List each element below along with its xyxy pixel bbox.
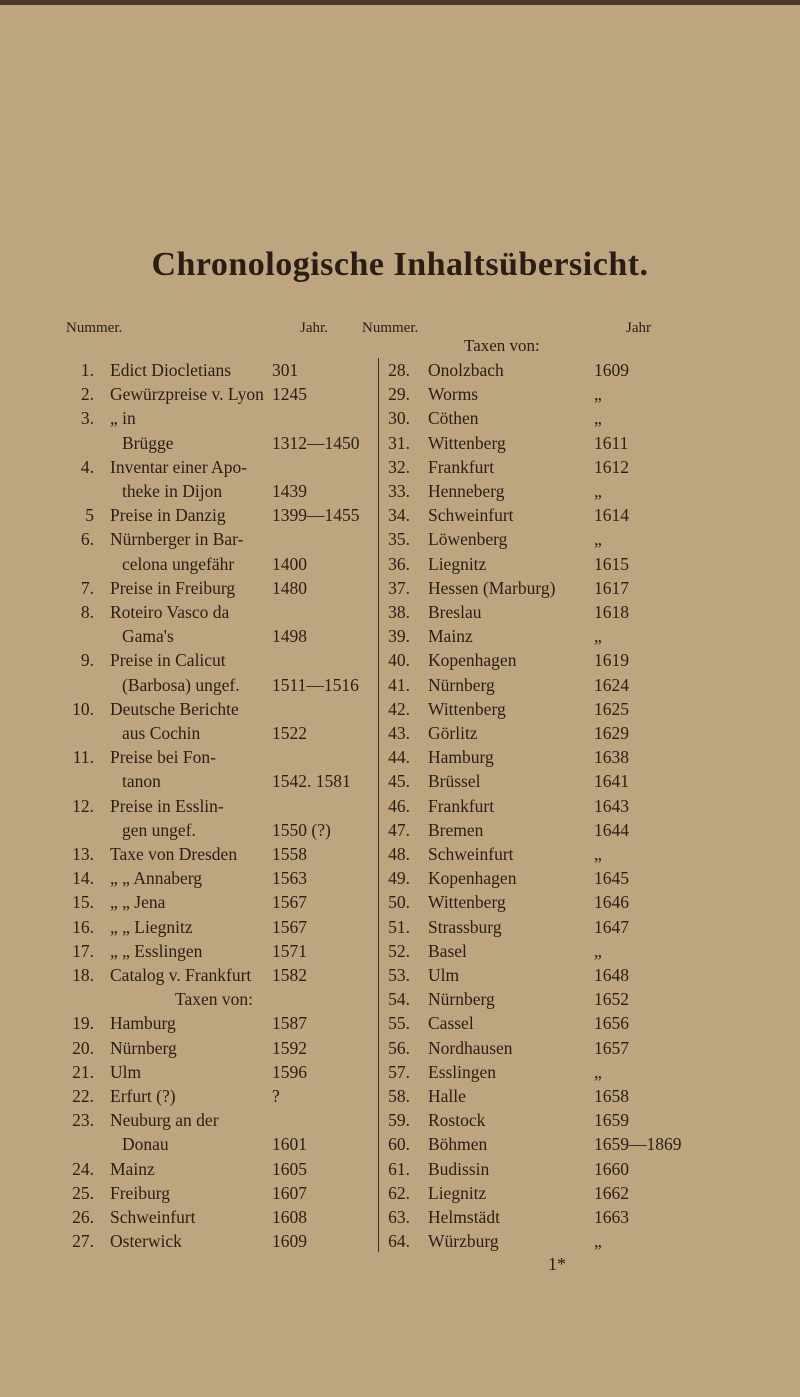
list-item (0, 1036, 800, 1060)
entry-title: Nürnberg (428, 674, 495, 695)
entry-year: „ (594, 844, 602, 864)
entry-title: Görlitz (428, 723, 478, 743)
entry-number: 18. (72, 965, 94, 985)
entry-number: 63. (388, 1207, 410, 1227)
entry-title: Gama's (122, 626, 174, 647)
entry-year: 1312—1450 (272, 432, 360, 453)
entry-number: 62. (388, 1182, 410, 1203)
entry-number: 12. (72, 795, 94, 816)
entry-title: aus Cochin (122, 723, 201, 743)
entry-title: (Barbosa) ungef. (122, 674, 240, 695)
entry-title: Budissin (428, 1158, 490, 1179)
entry-title: Osterwick (110, 1231, 182, 1252)
entry-title: Wittenberg (428, 698, 506, 719)
entry-year: 1611 (594, 432, 629, 453)
list-item (0, 431, 800, 455)
list-item (0, 697, 800, 721)
entry-year: „ (594, 481, 602, 501)
list-item (0, 1108, 800, 1132)
entry-number: 30. (388, 408, 410, 429)
entry-year: 1550 (?) (272, 819, 331, 840)
entry-title: Bremen (428, 819, 484, 840)
entry-year: 1609 (272, 1231, 307, 1252)
entry-title: Löwenberg (428, 529, 508, 550)
list-item (0, 1132, 800, 1156)
entry-number: 35. (388, 529, 410, 550)
list-item (0, 1229, 800, 1253)
list-item (0, 963, 800, 987)
entry-number: 9. (80, 650, 94, 671)
entry-number: 26. (72, 1207, 94, 1227)
header-left-number: Nummer. (66, 320, 123, 336)
entry-number: 37. (388, 577, 410, 598)
entry-title: Halle (428, 1086, 466, 1106)
entry-title: Liegnitz (428, 553, 487, 574)
entry-year: 1605 (272, 1158, 307, 1179)
entry-year: 1646 (594, 892, 629, 913)
entry-year: 1658 (594, 1086, 629, 1106)
page-folio: 1* (548, 1254, 566, 1274)
entry-number: 15. (72, 892, 94, 913)
entry-title: „ „ Annaberg (110, 868, 203, 889)
entry-year: 1245 (272, 384, 307, 405)
entry-year: 1625 (594, 698, 629, 719)
entry-number: 32. (388, 456, 410, 477)
entry-year: 1619 (594, 650, 629, 671)
entry-number: 21. (72, 1061, 94, 1082)
entry-number: 1. (80, 360, 94, 380)
entry-year: ? (272, 1086, 280, 1106)
entry-title: Taxe von Dresden (110, 844, 238, 864)
list-item (0, 1084, 800, 1108)
entry-number: 46. (388, 795, 410, 816)
entry-title: Preise in Esslin- (110, 795, 224, 816)
header-right-number: Nummer. (362, 320, 419, 336)
entry-year: 1587 (272, 1013, 307, 1034)
entry-number: 61. (388, 1158, 410, 1179)
entry-year: 1522 (272, 723, 307, 743)
list-item (0, 794, 800, 818)
list-item (0, 479, 800, 503)
entry-title: Breslau (428, 602, 482, 622)
entry-number: 8. (80, 602, 94, 622)
entry-number: 24. (72, 1158, 94, 1179)
list-item (0, 1060, 800, 1084)
list-item (0, 818, 800, 842)
entry-year: 1659 (594, 1110, 629, 1131)
list-item (0, 600, 800, 624)
header-left-year: Jahr. (300, 320, 328, 336)
entry-year: 1498 (272, 626, 307, 647)
list-item (0, 1157, 800, 1181)
entry-number: 25. (72, 1182, 94, 1203)
entry-title: Taxen von: (175, 989, 253, 1010)
entry-title: Nürnberg (110, 1037, 177, 1058)
entry-title: Donau (122, 1134, 169, 1155)
list-item (0, 866, 800, 890)
entry-year: 1647 (594, 916, 629, 937)
entry-number: 57. (388, 1061, 410, 1082)
entry-year: „ (594, 1231, 602, 1252)
entry-number: 23. (72, 1110, 94, 1131)
entry-title: Mainz (110, 1158, 155, 1179)
list-item (0, 915, 800, 939)
entry-title: Basel (428, 940, 467, 961)
list-item (0, 987, 800, 1011)
entry-number: 6. (80, 529, 94, 550)
entry-year: 1659—1869 (594, 1134, 682, 1155)
entry-title: Deutsche Berichte (110, 698, 239, 719)
entry-title: Helmstädt (428, 1207, 500, 1227)
entry-title: Freiburg (110, 1182, 170, 1203)
list-item (0, 1205, 800, 1229)
entry-title: Nürnberger in Bar- (110, 529, 244, 550)
list-item (0, 1181, 800, 1205)
entry-number: 64. (388, 1231, 410, 1252)
entry-year: 1644 (594, 819, 629, 840)
entry-year: 1615 (594, 553, 629, 574)
entry-title: Roteiro Vasco da (110, 602, 230, 622)
entry-title: Kopenhagen (428, 868, 517, 889)
entry-title: Neuburg an der (110, 1110, 219, 1131)
page-title: Chronologische Inhaltsübersicht. (151, 246, 649, 283)
entry-year: 1652 (594, 989, 629, 1010)
entry-year: 1567 (272, 916, 307, 937)
entry-year: 1582 (272, 965, 307, 985)
entry-number: 16. (72, 916, 94, 937)
entry-year: 1399—1455 (272, 505, 360, 526)
entry-number: 45. (388, 771, 410, 792)
entry-year: 1617 (594, 577, 629, 598)
entry-title: Erfurt (?) (110, 1086, 176, 1106)
entry-title: Frankfurt (428, 795, 495, 816)
entry-number: 44. (388, 747, 410, 768)
entry-number: 31. (388, 432, 410, 453)
entry-title: „ „ Liegnitz (110, 916, 193, 937)
entry-number: 40. (388, 650, 410, 671)
entry-year: 1563 (272, 868, 307, 889)
entry-title: Mainz (428, 626, 473, 647)
list-item (0, 673, 800, 697)
list-item (0, 842, 800, 866)
entry-year: 1657 (594, 1037, 629, 1058)
list-item (0, 552, 800, 576)
entry-title: Esslingen (428, 1061, 497, 1082)
entry-year: 1571 (272, 940, 307, 961)
entry-number: 11. (72, 747, 94, 768)
list-item (0, 455, 800, 479)
entry-year: 1618 (594, 602, 629, 622)
list-item (0, 382, 800, 406)
entry-number: 10. (72, 698, 94, 719)
entry-number: 39. (388, 626, 410, 647)
entry-year: 1601 (272, 1134, 307, 1155)
entry-year: 1558 (272, 844, 307, 864)
entry-year: „ (594, 626, 602, 647)
entry-title: Würzburg (428, 1231, 499, 1252)
entry-title: Nürnberg (428, 989, 495, 1010)
entry-number: 43. (388, 723, 410, 743)
entry-number: 48. (388, 844, 410, 864)
entry-title: Schweinfurt (110, 1207, 196, 1227)
entry-year: 1641 (594, 771, 629, 792)
entry-year: 1660 (594, 1158, 629, 1179)
entry-number: 34. (388, 505, 410, 526)
entry-number: 27. (72, 1231, 94, 1252)
entry-year: 1607 (272, 1182, 307, 1203)
entry-number: 14. (72, 868, 94, 889)
entry-year: 1663 (594, 1207, 629, 1227)
entry-number: 22. (72, 1086, 94, 1106)
entry-title: Wittenberg (428, 892, 506, 913)
entry-title: Inventar einer Apo- (110, 456, 248, 477)
entry-title: Strassburg (428, 916, 502, 937)
entry-year: 1624 (594, 674, 629, 695)
entry-title: Edict Diocletians (110, 360, 232, 380)
list-item (0, 721, 800, 745)
entry-number: 20. (72, 1037, 94, 1058)
entry-number: 58. (388, 1086, 410, 1106)
entry-title: Gewürzpreise v. Lyon (110, 384, 264, 405)
entry-year: „ (594, 408, 602, 429)
list-item (0, 576, 800, 600)
entry-number: 56. (388, 1037, 410, 1058)
entry-year: „ (594, 384, 602, 405)
entry-year: 301 (272, 360, 299, 380)
entry-title: „ „ Esslingen (110, 940, 203, 961)
header-right-subtitle: Taxen von: (464, 336, 540, 355)
entry-number: 5 (85, 505, 94, 526)
entry-number: 2. (80, 384, 94, 405)
entry-title: Ulm (110, 1061, 142, 1082)
entry-year: 1648 (594, 965, 629, 985)
list-item (0, 358, 800, 382)
list-item (0, 406, 800, 430)
entry-title: „ in (110, 408, 136, 429)
entry-title: Frankfurt (428, 456, 495, 477)
entry-year: 1439 (272, 481, 307, 501)
entry-number: 50. (388, 892, 410, 913)
list-item (0, 1011, 800, 1035)
entry-year: 1656 (594, 1013, 629, 1034)
entry-title: tanon (122, 771, 161, 792)
entry-year: 1643 (594, 795, 629, 816)
header-right-year: Jahr (626, 320, 651, 336)
entry-year: 1542. 1581 (272, 771, 351, 792)
entry-year: 1511—1516 (272, 674, 359, 695)
entry-number: 51. (388, 916, 410, 937)
entry-title: Brügge (122, 432, 174, 453)
entry-number: 42. (388, 698, 410, 719)
entry-title: Hamburg (428, 747, 494, 768)
entry-title: Preise in Calicut (110, 650, 226, 671)
entry-number: 28. (388, 360, 410, 380)
entry-title: Cassel (428, 1013, 474, 1034)
entry-title: Brüssel (428, 771, 481, 792)
entry-number: 17. (72, 940, 94, 961)
entry-title: Onolzbach (428, 360, 504, 380)
list-item (0, 648, 800, 672)
entry-year: 1400 (272, 553, 307, 574)
entry-number: 54. (388, 989, 410, 1010)
entry-title: Wittenberg (428, 432, 506, 453)
entry-year: 1567 (272, 892, 307, 913)
entry-number: 60. (388, 1134, 410, 1155)
entry-year: 1612 (594, 456, 629, 477)
entry-number: 36. (388, 553, 410, 574)
entry-title: Catalog v. Frankfurt (110, 965, 252, 985)
entry-title: Hamburg (110, 1013, 176, 1034)
entry-title: Schweinfurt (428, 844, 514, 864)
entry-number: 3. (80, 408, 94, 429)
entry-number: 4. (80, 456, 94, 477)
entry-title: „ „ Jena (110, 892, 166, 913)
entry-year: 1592 (272, 1037, 307, 1058)
entry-number: 52. (388, 940, 410, 961)
entry-title: gen ungef. (122, 819, 196, 840)
entry-title: Henneberg (428, 481, 505, 501)
entry-title: Worms (428, 384, 479, 405)
list-item (0, 527, 800, 551)
list-item (0, 503, 800, 527)
entry-year: 1609 (594, 360, 629, 380)
entry-year: 1480 (272, 577, 307, 598)
list-item (0, 745, 800, 769)
entry-title: Böhmen (428, 1134, 488, 1155)
entry-year: 1614 (594, 505, 629, 526)
entry-title: Schweinfurt (428, 505, 514, 526)
entry-year: „ (594, 1061, 602, 1082)
entry-number: 47. (388, 819, 410, 840)
entry-year: 1638 (594, 747, 629, 768)
entry-number: 59. (388, 1110, 410, 1131)
entry-title: Ulm (428, 965, 460, 985)
entry-number: 49. (388, 868, 410, 889)
page-edge (0, 0, 800, 5)
entry-title: theke in Dijon (122, 481, 223, 501)
list-item (0, 939, 800, 963)
entry-year: 1596 (272, 1061, 307, 1082)
entry-number: 13. (72, 844, 94, 864)
entry-number: 53. (388, 965, 410, 985)
entry-title: Liegnitz (428, 1182, 487, 1203)
entry-title: Hessen (Marburg) (428, 577, 556, 598)
entry-title: Rostock (428, 1110, 486, 1131)
list-item (0, 890, 800, 914)
entry-number: 38. (388, 602, 410, 622)
entry-title: Nordhausen (428, 1037, 513, 1058)
entry-year: 1662 (594, 1182, 629, 1203)
entry-number: 33. (388, 481, 410, 501)
list-item (0, 769, 800, 793)
entry-year: 1608 (272, 1207, 307, 1227)
entry-number: 29. (388, 384, 410, 405)
entry-title: Preise bei Fon- (110, 747, 216, 768)
entry-number: 55. (388, 1013, 410, 1034)
entry-number: 19. (72, 1013, 94, 1034)
entry-year: „ (594, 529, 602, 550)
entry-title: Cöthen (428, 408, 479, 429)
entry-number: 41. (388, 674, 410, 695)
entry-year: „ (594, 940, 602, 961)
entry-title: Preise in Danzig (110, 505, 226, 526)
entry-number: 7. (80, 577, 94, 598)
entry-title: Kopenhagen (428, 650, 517, 671)
entry-title: celona ungefähr (122, 553, 235, 574)
list-item (0, 624, 800, 648)
entry-year: 1629 (594, 723, 629, 743)
entry-title: Preise in Freiburg (110, 577, 236, 598)
entry-year: 1645 (594, 868, 629, 889)
